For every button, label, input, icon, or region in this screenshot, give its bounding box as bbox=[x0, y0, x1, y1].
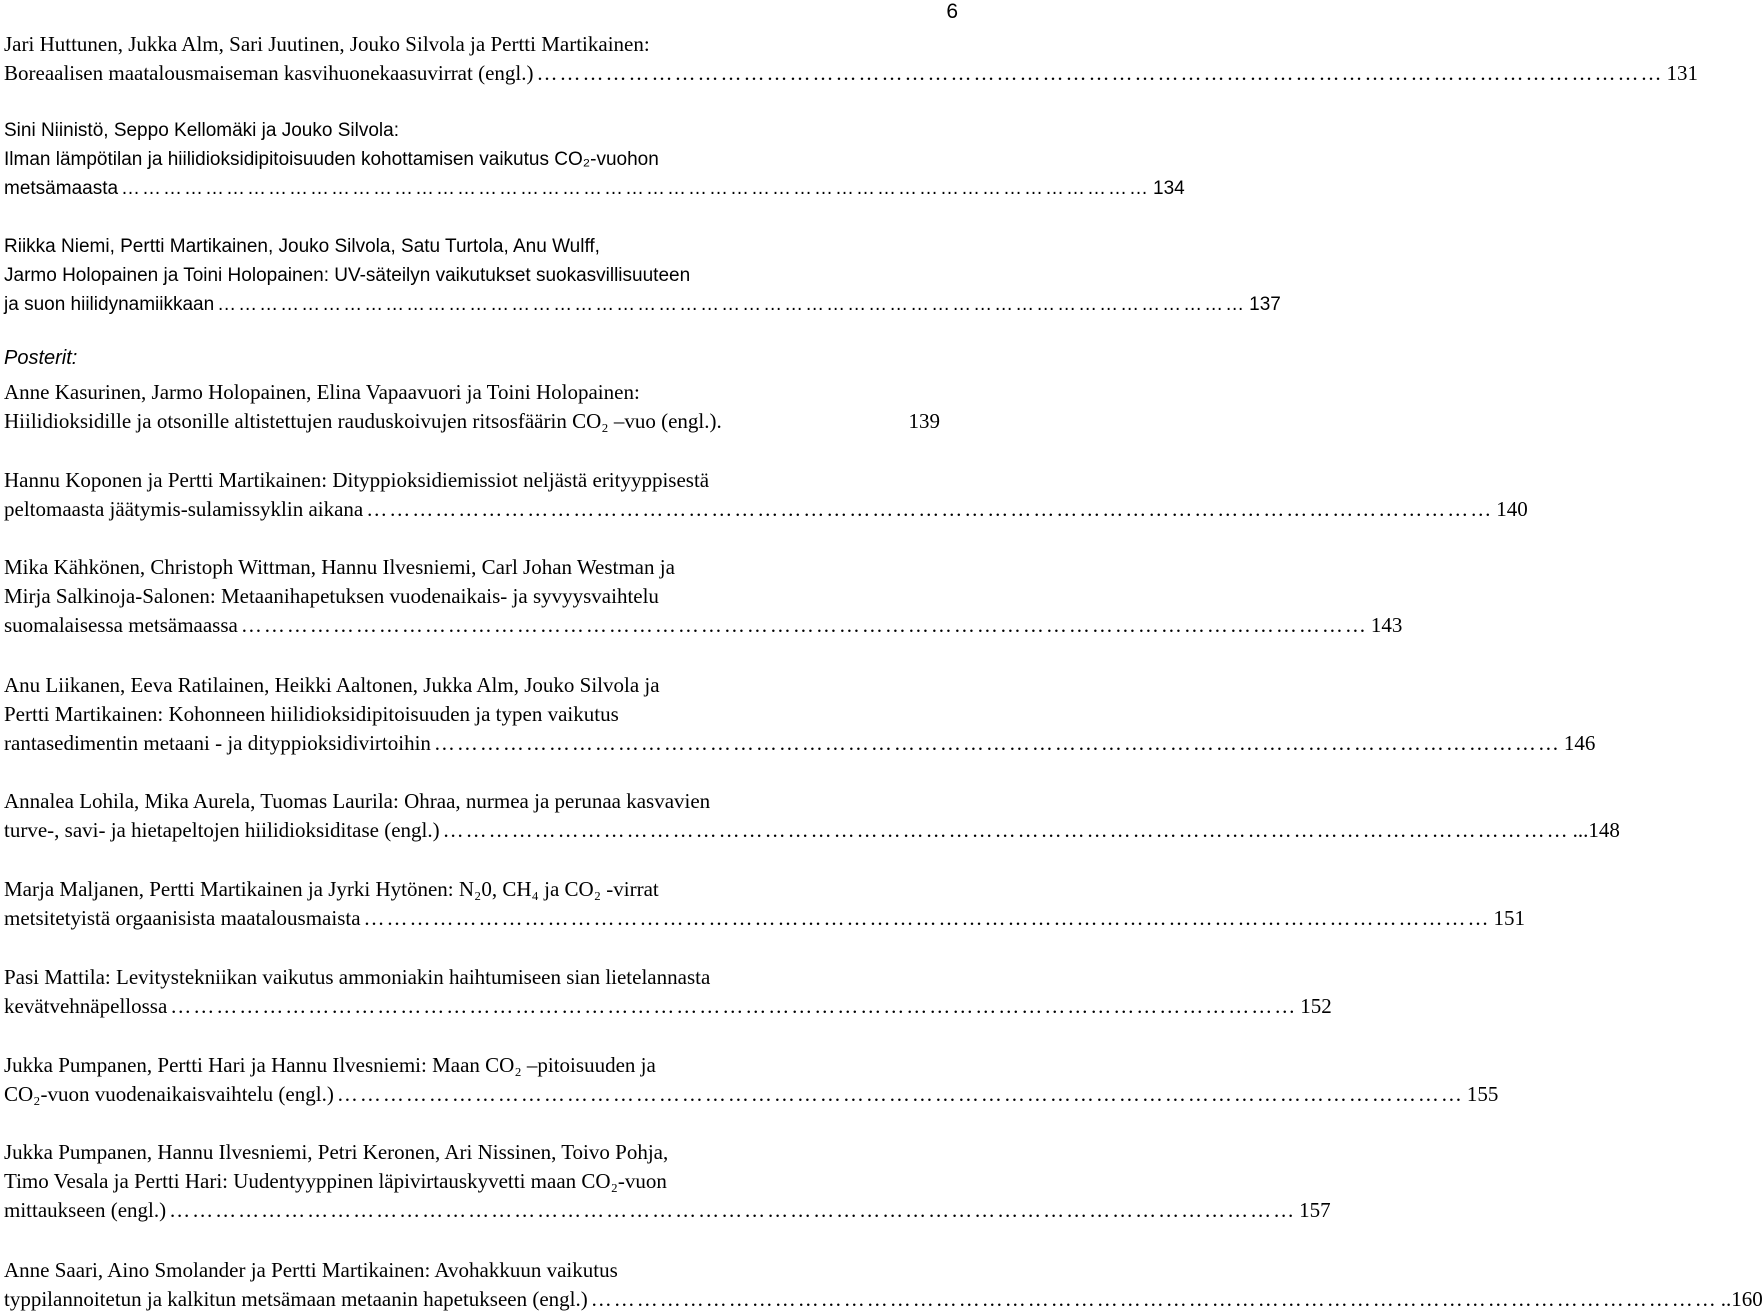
toc-entry-line: rantasedimentin metaani - ja dityppioksidivirtoihin bbox=[4, 731, 431, 755]
toc-entry-line: Jukka Pumpanen, Pertti Hari ja Hannu Ilvesniemi: Maan CO₂ –pitoisuuden ja bbox=[4, 1053, 656, 1077]
toc-page-number: 157 bbox=[1299, 1198, 1331, 1222]
toc-entry-line: Boreaalisen maatalousmaiseman kasvihuonekaasuvirrat (engl.) bbox=[4, 61, 534, 85]
toc-entry-line: Jukka Pumpanen, Hannu Ilvesniemi, Petri Keronen, Ari Nissinen, Toivo Pohja, bbox=[4, 1140, 669, 1164]
toc-page-number: 151 bbox=[1493, 906, 1526, 930]
toc-entry-line: Anne Saari, Aino Smolander ja Pertti Martikainen: Avohakkuun vaikutus bbox=[4, 1258, 618, 1282]
toc-entry-line: Timo Vesala ja Pertti Hari: Uudentyyppinen läpivirtauskyvetti maan CO₂-vuon bbox=[4, 1169, 667, 1193]
dot-leader: ………………………………………………………………………………………………………………………………… bbox=[433, 731, 1561, 755]
toc-entry-line: Jarmo Holopainen ja Toini Holopainen: UV-säteilyn vaikutukset suokasvillisuuteen bbox=[4, 265, 691, 286]
toc-entry-line: Hiilidioksidille ja otsonille altistettujen rauduskoivujen ritsosfäärin CO₂ –vuo (engl.). bbox=[4, 409, 722, 433]
toc-entry-line: Pertti Martikainen: Kohonneen hiilidioksidipitoisuuden ja typen vaikutus bbox=[4, 702, 619, 726]
toc-entry-line: CO₂-vuon vuodenaikaisvaihtelu (engl.) bbox=[4, 1082, 334, 1106]
toc-entry-line: mittaukseen (engl.) bbox=[4, 1198, 167, 1222]
toc-entry bbox=[4, 232, 1281, 319]
toc-entry-line: peltomaasta jäätymis-sulamissyklin aikana bbox=[4, 497, 364, 521]
toc-entry-line: kevätvehnäpellossa bbox=[4, 994, 168, 1018]
toc-page-number: 152 bbox=[1300, 994, 1332, 1018]
toc-entry bbox=[4, 553, 1403, 640]
toc-page-number: 137 bbox=[1249, 294, 1281, 315]
toc-page-number: 139 bbox=[908, 409, 940, 433]
toc-entry bbox=[4, 466, 1528, 524]
dot-leader: ………………………………………………………………………………………………………………………………… bbox=[336, 1082, 1464, 1106]
dot-leader: ………………………………………………………………………………………………………………………………… bbox=[536, 61, 1664, 85]
dot-leader: ………………………………………………………………………………………………………………………………… bbox=[442, 818, 1570, 842]
toc-entry-line: Riikka Niemi, Pertti Martikainen, Jouko Silvola, Satu Turtola, Anu Wulff, bbox=[4, 236, 600, 257]
toc-entry bbox=[4, 963, 1332, 1021]
toc-entry bbox=[4, 875, 1526, 933]
toc-entry-line: metsitetyistä orgaanisista maatalousmaista bbox=[4, 906, 361, 930]
toc-entry-line: Jari Huttunen, Jukka Alm, Sari Juutinen, Jouko Silvola ja Pertti Martikainen: bbox=[4, 32, 650, 56]
toc-entry-line: turve-, savi- ja hietapeltojen hiilidioksiditase (engl.) bbox=[4, 818, 440, 842]
dot-leader: ………………………………………………………………………………………………………………………………… bbox=[217, 294, 1247, 315]
toc-entry-line: Ilman lämpötilan ja hiilidioksidipitoisuuden kohottamisen vaikutus CO₂-vuohon bbox=[4, 149, 659, 170]
toc-entry bbox=[4, 787, 1620, 845]
toc-entry-line: Anne Kasurinen, Jarmo Holopainen, Elina Vapaavuori ja Toini Holopainen: bbox=[4, 380, 640, 404]
toc-entry-line: Hannu Koponen ja Pertti Martikainen: Dityppioksidiemissiot neljästä erityyppisestä bbox=[4, 468, 710, 492]
toc-page-number: 143 bbox=[1370, 613, 1403, 637]
dot-leader: ………………………………………………………………………………………………………………………………… bbox=[366, 497, 1494, 521]
toc-entry-line: Annalea Lohila, Mika Aurela, Tuomas Laurila: Ohraa, nurmea ja perunaa kasvavien bbox=[4, 789, 711, 813]
toc-entry bbox=[4, 671, 1596, 758]
dot-leader: ………………………………………………………………………………………………………………………………… bbox=[240, 613, 1368, 637]
toc-entry-line: metsämaasta bbox=[4, 178, 119, 199]
dot-leader: ………………………………………………………………………………………………………………………………… bbox=[121, 178, 1151, 199]
toc-page-number: ..160 bbox=[1720, 1287, 1763, 1311]
toc-page-number: 146 bbox=[1563, 731, 1596, 755]
toc-entry bbox=[4, 30, 1698, 88]
toc-page-number: 134 bbox=[1153, 178, 1185, 199]
toc-entry bbox=[4, 1051, 1499, 1109]
toc-entry-line: Pasi Mattila: Levitystekniikan vaikutus ammoniakin haihtumiseen sian lietelannasta bbox=[4, 965, 711, 989]
page-number: 6 bbox=[946, 0, 958, 23]
posters-heading: Posterit: bbox=[4, 347, 78, 369]
toc-entry-line: typpilannoitetun ja kalkitun metsämaan metaanin hapetukseen (engl.) bbox=[4, 1287, 588, 1311]
toc-page-number: 131 bbox=[1666, 61, 1698, 85]
toc-entry-line: Anu Liikanen, Eeva Ratilainen, Heikki Aaltonen, Jukka Alm, Jouko Silvola ja bbox=[4, 673, 660, 697]
toc-entry bbox=[4, 378, 940, 436]
toc-entry-line: suomalaisessa metsämaassa bbox=[4, 613, 238, 637]
toc-entry-line: Marja Maljanen, Pertti Martikainen ja Jyrki Hytönen: N₂0, CH₄ ja CO₂ -virrat bbox=[4, 877, 659, 901]
toc-entry bbox=[4, 1256, 1763, 1314]
toc-entry bbox=[4, 1138, 1331, 1225]
toc-entry-line: Mika Kähkönen, Christoph Wittman, Hannu Ilvesniemi, Carl Johan Westman ja bbox=[4, 555, 675, 579]
dot-leader: ………………………………………………………………………………………………………………………………… bbox=[169, 1198, 1297, 1222]
dot-leader: ………………………………………………………………………………………………………………………………… bbox=[170, 994, 1298, 1018]
toc-page-number: 155 bbox=[1466, 1082, 1499, 1106]
toc-entry-line: Sini Niinistö, Seppo Kellomäki ja Jouko Silvola: bbox=[4, 120, 399, 141]
toc-entry bbox=[4, 116, 1185, 203]
dot-leader: ………………………………………………………………………………………………………………………………… bbox=[590, 1287, 1718, 1311]
toc-entry-line: ja suon hiilidynamiikkaan bbox=[4, 294, 215, 315]
toc-page-number: 140 bbox=[1496, 497, 1528, 521]
dot-leader: ………………………………………………………………………………………………………………………………… bbox=[363, 906, 1491, 930]
toc-entry-line: Mirja Salkinoja-Salonen: Metaanihapetuksen vuodenaikais- ja syvyysvaihtelu bbox=[4, 584, 659, 608]
toc-page-number: ...148 bbox=[1572, 818, 1620, 842]
